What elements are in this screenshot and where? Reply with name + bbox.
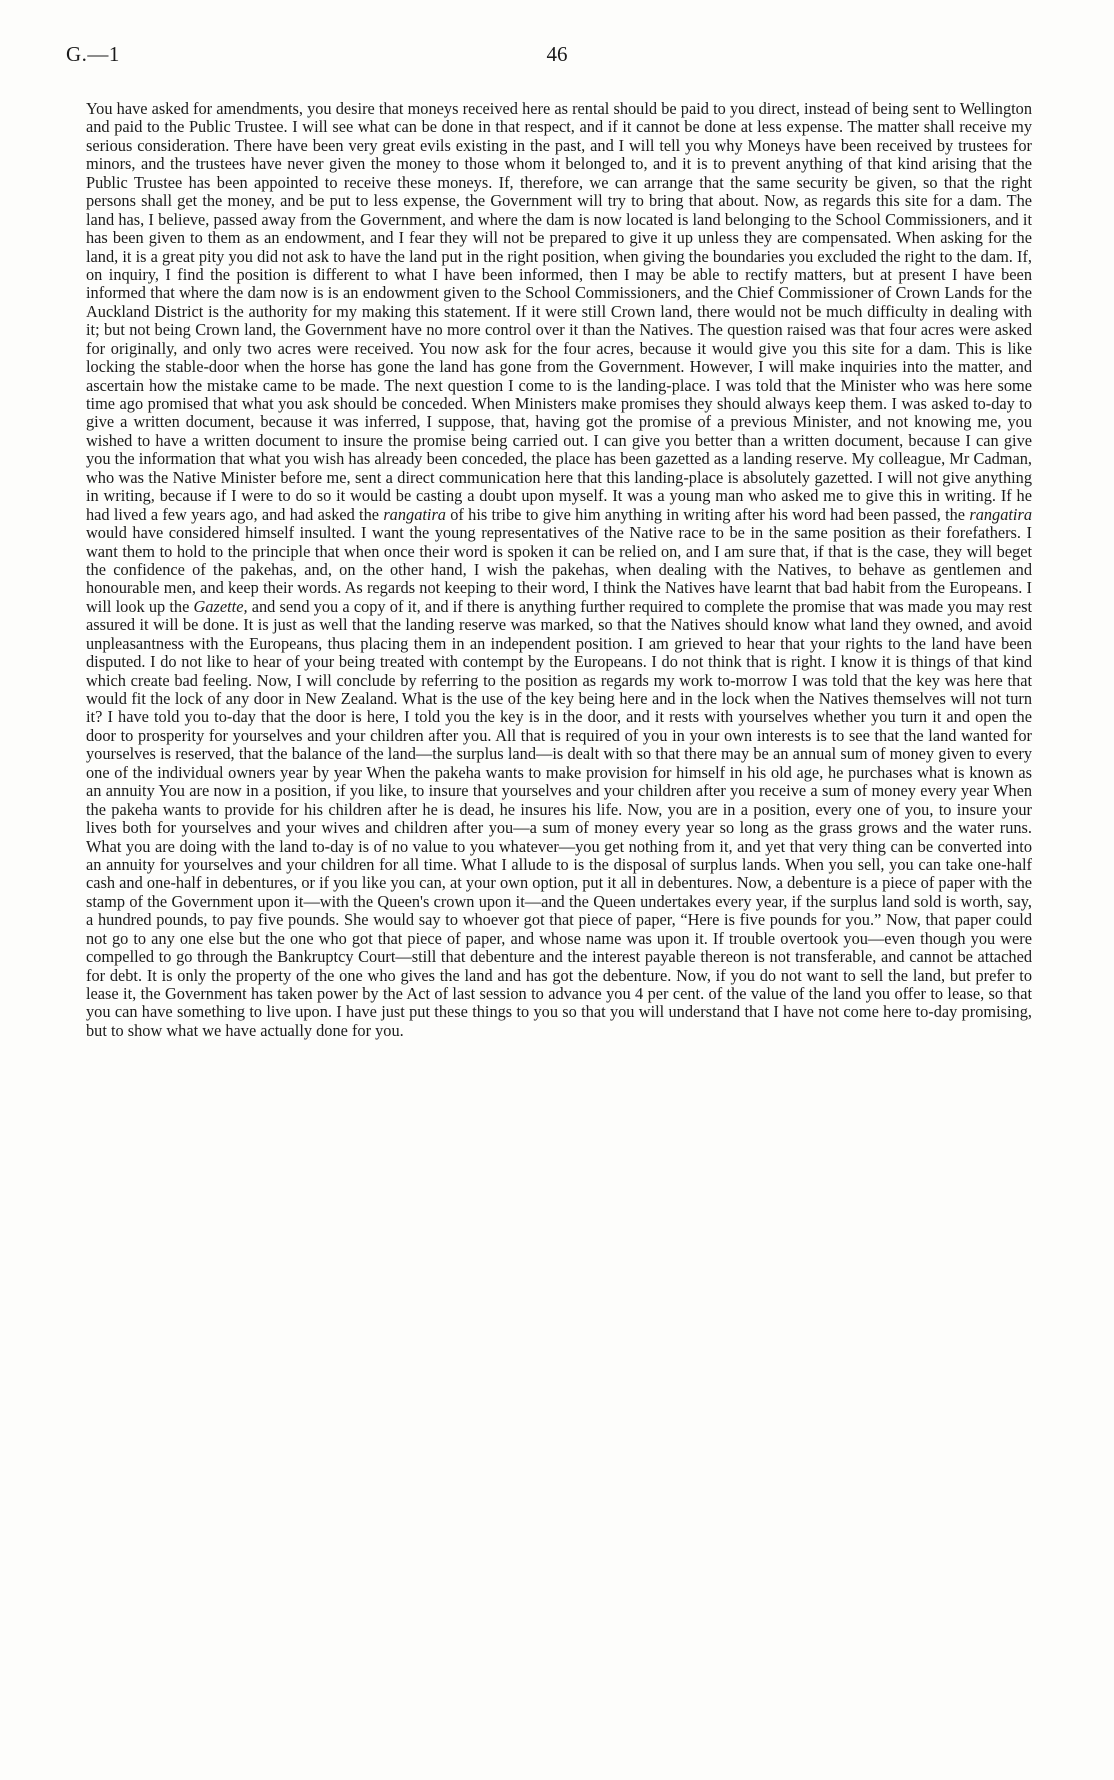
- page-number: 46: [546, 42, 568, 66]
- series-code: G.—1: [66, 42, 120, 66]
- text-run: You have asked for amendments, you desire that moneys received here as rental should be paid to you direct, instead of being sent to Wellington and paid to the Public Trustee. I will see what can be done in that respect, and if it cannot be done at less expense. The matter shall receive my serious consideration. There have been very great evils existing in the past, and I will tell you why Moneys have been received by trustees for minors, and the trustees have never given the money to those whom it belonged to, and it is to prevent anything of that kind arising that the Public Trustee has been appointed to receive these moneys. If, therefore, we can arrange that the same security be given, so that the right persons shall get the money, and be put to less expense, the Government will try to bring that about. Now, as regards this site for a dam. The land has, I believe, passed away from the Government, and where the dam is now located is land belonging to the School Commissioners, and it has been given to them as an endowment, and I fear they will not be prepared to give it up unless they are compensated. When asking for the land, it is a great pity you did not ask to have the land put in the right position, when giving the boundaries you excluded the right to the dam. If, on inquiry, I find the position is different to what I have been informed, then I may be able to rectify matters, but at present I have been informed that where the dam now is is an endowment given to the School Commissioners, and the Chief Commissioner of Crown Lands for the Auckland District is the authority for my making this statement. If it were still Crown land, there would not be much difficulty in dealing with it; but not being Crown land, the Government have no more control over it than the Natives. The question raised was that four acres were asked for originally, and only two acres were received. You now ask for the four acres, because it would give you this site for a dam. This is like locking the stable-door when the horse has gone the land has gone from the Government. However, I will make inquiries into the matter, and ascertain how the mistake came to be made. The next question I come to is the landing-place. I was told that the Minister who was here some time ago promised that what you ask should be conceded. When Ministers make promises they should always keep them. I was asked to-day to give a written document, because it was inferred, I suppose, that, having got the promise of a previous Minister, and not knowing me, you wished to have a written document to insure the promise being carried out. I can give you better than a written document, because I can give you the information that what you wish has already been conceded, the place has been gazetted as a landing reserve. My colleague, Mr Cadman, who was the Native Minister before me, sent a direct communication here that this landing-place is absolutely gazetted. I will not give anything in writing, because if I were to do so it would be casting a doubt upon myself. It was a young man who asked me to give this in writing. If he had lived a few years ago, and had asked the: [86, 99, 1032, 524]
- italic-term: rangatira: [969, 504, 1033, 524]
- body-paragraph: [86, 100, 1032, 1040]
- italic-term: rangatira: [383, 504, 446, 524]
- italic-term: Gazette,: [193, 596, 248, 616]
- text-run: and send you a copy of it, and if there is anything further required to complete the promise that was made you may rest assured it will be done. It is just as well that the landing reserve was marked, so that the Natives should know what land they owned, and avoid unpleasantness with the Europeans, thus placing them in an independent position. I am grieved to hear that your rights to the land have been disputed. I do not like to hear of your being treated with contempt by the Europeans. I do not think that is right. I know it is things of that kind which create bad feeling. Now, I will conclude by referring to the position as regards my work to-morrow I was told that the key was here that would fit the lock of any door in New Zealand. What is the use of the key being here and in the lock when the Natives themselves will not turn it? I have told you to-day that the door is here, I told you the key is in the door, and it rests with yourselves whether you turn it and open the door to prosperity for yourselves and your children after you. All that is required of you in your own interests is to see that the land wanted for yourselves is reserved, that the balance of the land—the surplus land—is dealt with so that there may be an annual sum of money given to every one of the individual owners year by year When the pakeha wants to make provision for himself in his old age, he purchases what is known as an annuity You are now in a position, if you like, to insure that yourselves and your children after you receive a sum of money every year When the pakeha wants to provide for his children after he is dead, he insures his life. Now, you are in a position, every one of you, to insure your lives both for yourselves and your wives and children after you—a sum of money every year so long as the grass grows and the water runs. What you are doing with the land to-day is of no value to you whatever—you get nothing from it, and yet that very thing can be converted into an annuity for yourselves and your children for all time. What I allude to is the disposal of surplus lands. When you sell, you can take one-half cash and one-half in debentures, or if you like you can, at your own option, put it all in debentures. Now, a debenture is a piece of paper with the stamp of the Government upon it—with the Queen's crown upon it—and the Queen undertakes every year, if the surplus land sold is worth, say, a hundred pounds, to pay five pounds. She would say to whoever got that piece of paper, “Here is five pounds for you.” Now, that paper could not go to any one else but the one who got that piece of paper, and whose name was upon it. If trouble overtook you—even though you were compelled to go through the Bankruptcy Court—still that debenture and the interest payable thereon is not transferable, and cannot be attached for debt. It is only the property of the one who gives the land and has got the debenture. Now, if you do not want to sell the land, but prefer to lease it, the Government has taken power by the Act of last session to advance you 4 per cent. of the value of the land you offer to lease, so that you can have something to live upon. I have just put these things to you so that you will understand that I have not come here to-day promising, but to show what we have actually done for you.: [86, 596, 1032, 1040]
- text-run: of his tribe to give him anything in writing after his word had been passed, the: [445, 504, 970, 524]
- text-run: would have considered himself insulted. I want the young representatives of the Native race to be in the same position as their forefathers. I want them to hold to the principle that when once their word is spoken it can be relied on, and I am sure that, if that is the case, they will beget the confidence of the pakehas, and, on the other hand, I wish the pakehas, when dealing with the Natives, to behave as gentlemen and honourable men, and keep their words. As regards not keeping to their word, I think the Natives have learnt that bad habit from the Europeans. I will look up the: [86, 523, 1032, 616]
- page-header: [0, 42, 1114, 76]
